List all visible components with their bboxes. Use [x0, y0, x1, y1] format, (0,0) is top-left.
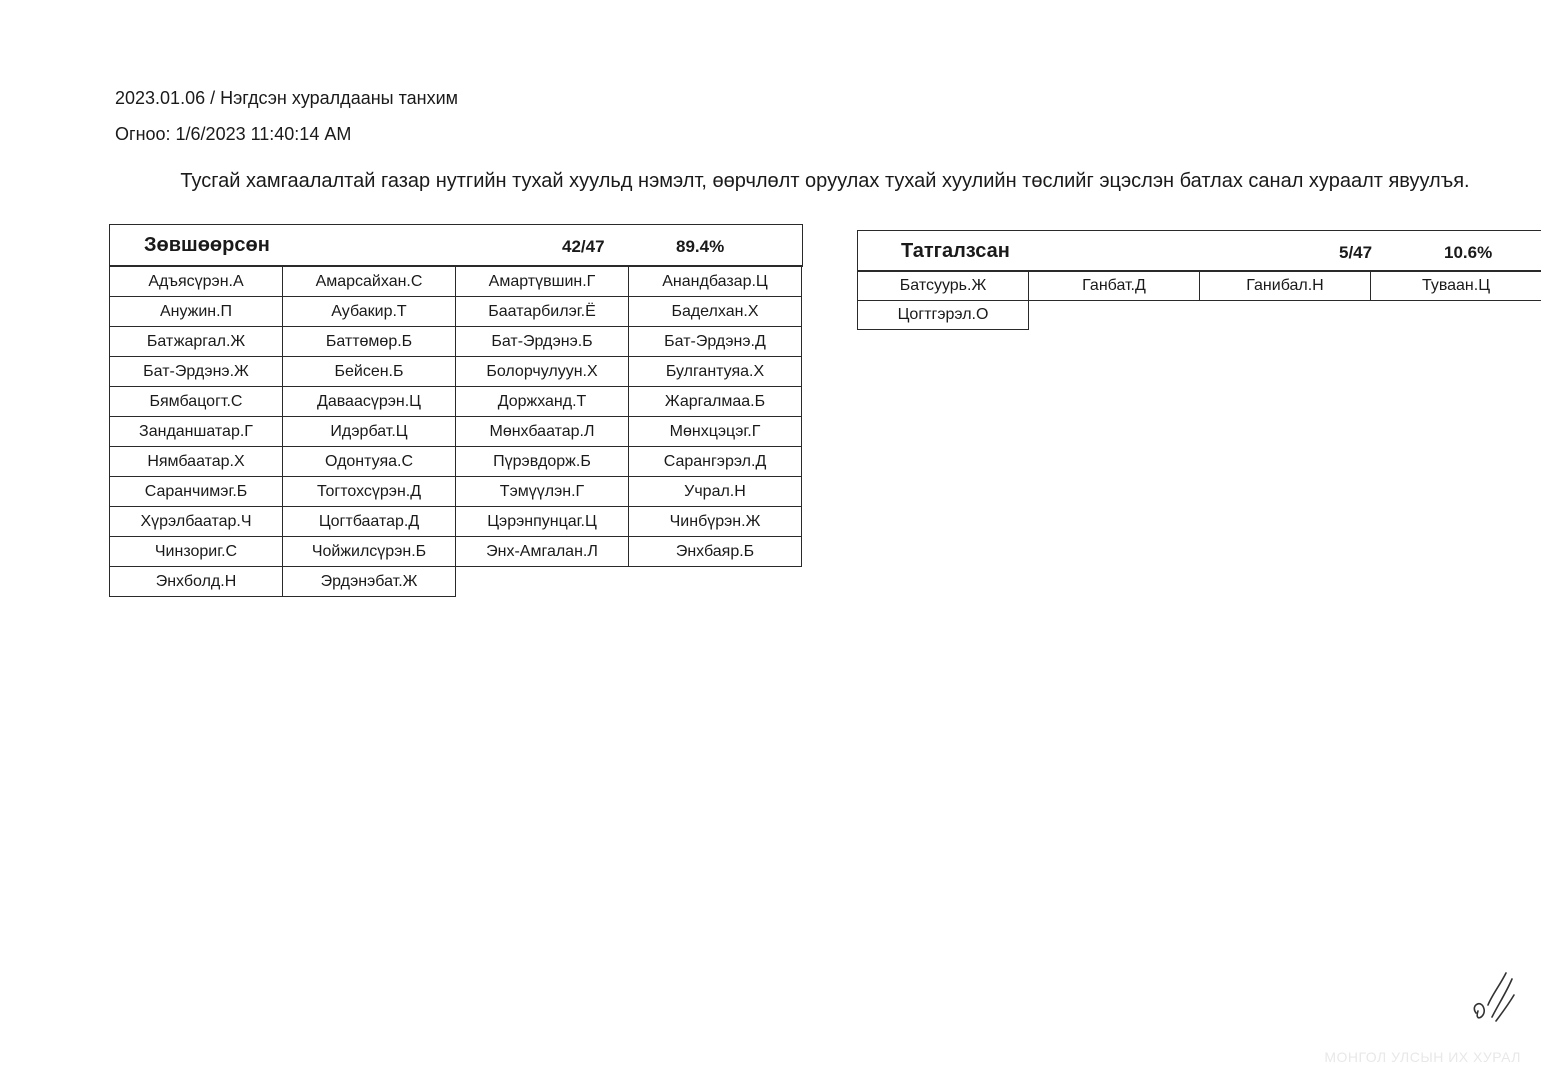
table-row	[110, 297, 802, 327]
member-name: Батжаргал.Ж	[110, 327, 283, 357]
table-row	[110, 567, 802, 597]
member-name: Чинзориг.С	[110, 537, 283, 567]
member-name: Бямбацогт.С	[110, 387, 283, 417]
member-name: Баатарбилэг.Ё	[456, 297, 629, 327]
table-row	[110, 477, 802, 507]
member-name: Цэрэнпунцаг.Ц	[456, 507, 629, 537]
empty-cell	[1029, 301, 1200, 330]
table-row	[110, 447, 802, 477]
table-row	[110, 357, 802, 387]
member-name: Пүрэвдорж.Б	[456, 447, 629, 477]
member-name: Ганбат.Д	[1029, 272, 1200, 301]
rejected-header	[857, 230, 1541, 272]
empty-cell	[1200, 301, 1371, 330]
empty-cell	[1371, 301, 1541, 330]
member-name: Амарсайхан.С	[283, 267, 456, 297]
vote-title: Тусгай хамгаалалтай газар нутгийн тухай хуульд нэмэлт, өөрчлөлт оруулах тухай хуулийн төслийг эцэслэн батлах санал хураалт явуулъя.	[180, 170, 1470, 192]
member-name: Бат-Эрдэнэ.Д	[629, 327, 802, 357]
member-name: Баделхан.Х	[629, 297, 802, 327]
member-name: Мөнхцэцэг.Г	[629, 417, 802, 447]
approved-names-table	[109, 266, 802, 597]
member-name: Туваан.Ц	[1371, 272, 1541, 301]
member-name: Амартүвшин.Г	[456, 267, 629, 297]
member-name: Цогтгэрэл.О	[858, 301, 1029, 330]
member-name: Идэрбат.Ц	[283, 417, 456, 447]
member-name: Энхболд.Н	[110, 567, 283, 597]
member-name: Занданшатар.Г	[110, 417, 283, 447]
member-name: Ганибал.Н	[1200, 272, 1371, 301]
approved-header	[109, 224, 803, 267]
member-name: Цогтбаатар.Д	[283, 507, 456, 537]
table-row	[110, 507, 802, 537]
member-name: Доржханд.Т	[456, 387, 629, 417]
member-name: Учрал.Н	[629, 477, 802, 507]
member-name: Чинбүрэн.Ж	[629, 507, 802, 537]
table-row	[858, 301, 1541, 330]
member-name: Бат-Эрдэнэ.Ж	[110, 357, 283, 387]
empty-cell	[456, 567, 629, 597]
member-name: Бат-Эрдэнэ.Б	[456, 327, 629, 357]
member-name: Батсуурь.Ж	[858, 272, 1029, 301]
member-name: Одонтуяа.С	[283, 447, 456, 477]
parliament-watermark: МОНГОЛ УЛСЫН ИХ ХУРАЛ	[1324, 1049, 1521, 1065]
table-row	[110, 327, 802, 357]
approved-count: 42/47	[562, 237, 605, 256]
handwritten-signature	[1462, 965, 1522, 1035]
rejected-label: Татгалзсан	[901, 240, 1010, 262]
member-name: Тэмүүлэн.Г	[456, 477, 629, 507]
approved-label: Зөвшөөрсөн	[144, 234, 270, 256]
table-row	[858, 272, 1541, 301]
member-name: Анужин.П	[110, 297, 283, 327]
member-name: Аубакир.Т	[283, 297, 456, 327]
member-name: Мөнхбаатар.Л	[456, 417, 629, 447]
member-name: Тогтохсүрэн.Д	[283, 477, 456, 507]
table-row	[110, 417, 802, 447]
rejected-count: 5/47	[1339, 243, 1373, 262]
member-name: Эрдэнэбат.Ж	[283, 567, 456, 597]
table-row	[110, 267, 802, 297]
member-name: Жаргалмаа.Б	[629, 387, 802, 417]
session-line: 2023.01.06 / Нэгдсэн хуралдааны танхим	[115, 88, 459, 108]
member-name: Нямбаатар.Х	[110, 447, 283, 477]
member-name: Анандбазар.Ц	[629, 267, 802, 297]
member-name: Саранчимэг.Б	[110, 477, 283, 507]
member-name: Энх-Амгалан.Л	[456, 537, 629, 567]
member-name: Хүрэлбаатар.Ч	[110, 507, 283, 537]
rejected-percent: 10.6%	[1444, 243, 1493, 262]
date-line: Огноо: 1/6/2023 11:40:14 AM	[115, 124, 352, 144]
table-row	[110, 537, 802, 567]
member-name: Бейсен.Б	[283, 357, 456, 387]
member-name: Баттөмөр.Б	[283, 327, 456, 357]
member-name: Сарангэрэл.Д	[629, 447, 802, 477]
member-name: Даваасүрэн.Ц	[283, 387, 456, 417]
member-name: Адъясүрэн.А	[110, 267, 283, 297]
member-name: Чойжилсүрэн.Б	[283, 537, 456, 567]
member-name: Энхбаяр.Б	[629, 537, 802, 567]
member-name: Болорчулуун.Х	[456, 357, 629, 387]
empty-cell	[629, 567, 802, 597]
member-name: Булгантуяа.Х	[629, 357, 802, 387]
table-row	[110, 387, 802, 417]
rejected-names-table	[857, 271, 1541, 330]
approved-percent: 89.4%	[676, 237, 725, 256]
